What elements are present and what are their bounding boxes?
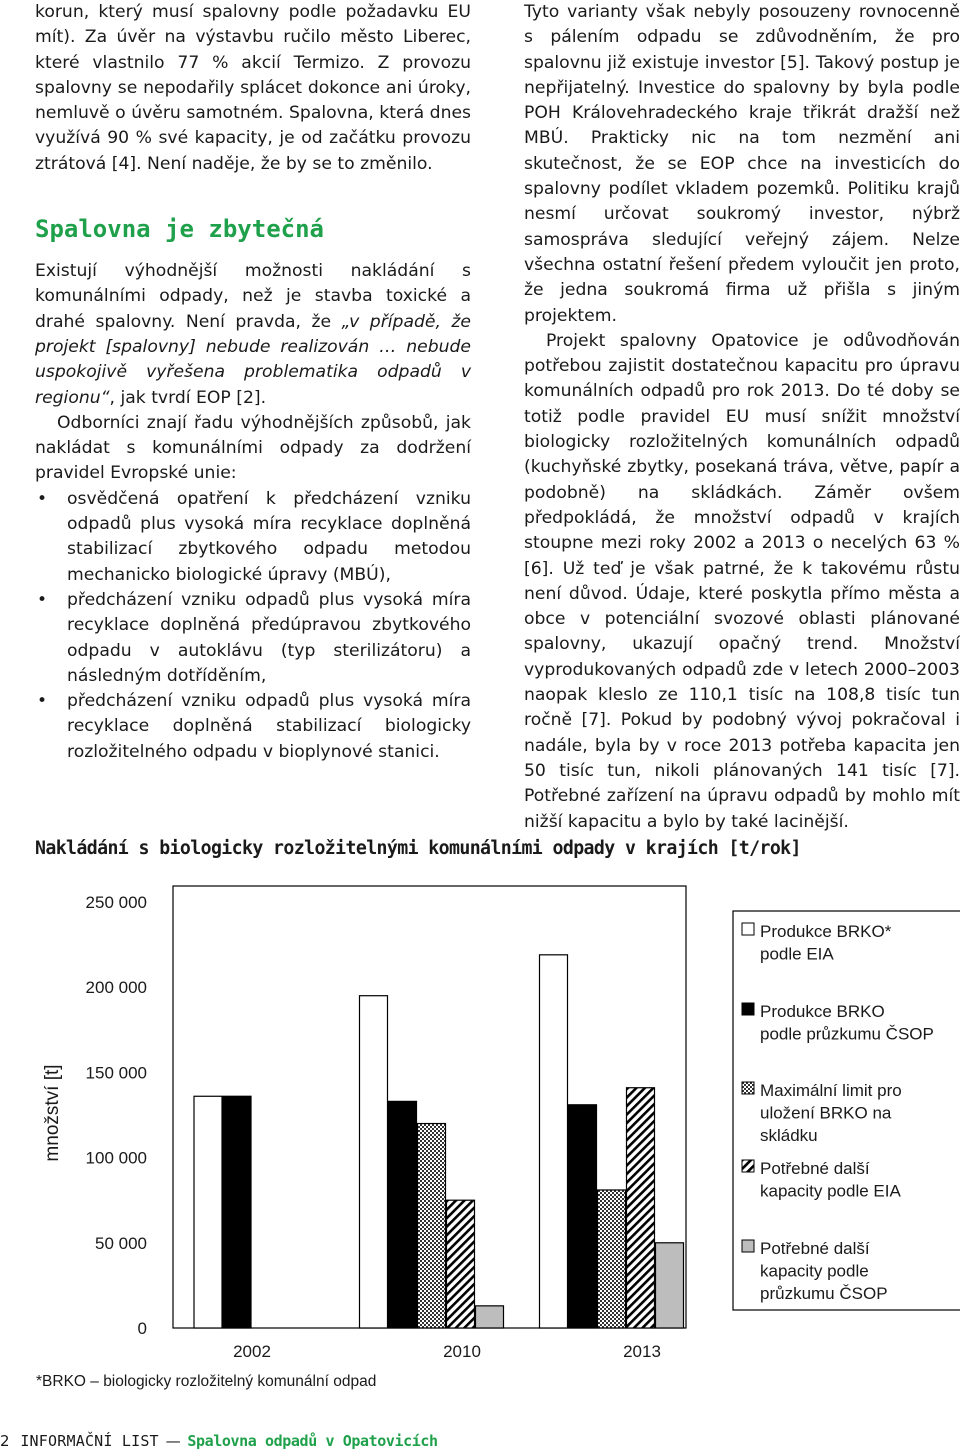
bar-chart [0, 860, 960, 1365]
legend-label: uložení BRKO na [760, 1103, 892, 1123]
bar-2010-dots [418, 1124, 446, 1328]
paragraph-text: Existují výhodnější možnosti nakládání s komunálními odpady, než je stavba toxické a drahé spalovny. Není pravda, že [35, 261, 471, 332]
paragraph-alternatives [35, 259, 471, 411]
legend-swatch [742, 1082, 754, 1094]
x-tick-label: 2002 [233, 1342, 271, 1361]
y-tick-label: 150 000 [85, 1063, 147, 1083]
legend-swatch [742, 1240, 754, 1252]
chart-title: Nakládání s biologicky rozložitelnými komunálními odpady v krajích [t/rok] [35, 838, 801, 859]
legend-swatch [742, 1003, 754, 1015]
y-tick-label: 200 000 [85, 978, 147, 998]
legend-label: průzkumu ČSOP [760, 1284, 888, 1303]
bullet-item: • osvědčená opatření k předcházení vzniku odpadů plus vysoká míra recyklace doplněná stabilizací zbytkového odpadu metodou mechanicko biologické úpravy (MBÚ), [35, 487, 471, 588]
legend-swatch [742, 1160, 754, 1172]
page-footer [0, 1432, 438, 1450]
bar-2010-black [389, 1101, 417, 1328]
bar-2013-white [540, 955, 568, 1328]
legend-label: Produkce BRKO [760, 1002, 885, 1021]
paragraph-variants: Tyto varianty však nebyly posouzeny rovnocenně s pálením odpadu se zdůvodněním, že pro spalovnu již existuje investor [5]. Takový postup je nepřijatelný. Investice do spalovny by byla podle POH Královehradeckého kraje třikrát dražší než MBÚ. Prakticky nic na tom nezmění ani skutečnost, že se EOP chce na investicích do spalovny podílet vkladem pozemků. Politiku krajů nesmí určovat soukromý investor, nýbrž samospráva sledující veřejný zájem. Nelze všechna ostatní řešení předem vyloučit jen proto, že jedna soukromá firma už přišla s jiným projektem. [524, 2, 960, 326]
y-tick-label: 250 000 [85, 893, 147, 912]
x-tick-label: 2013 [623, 1342, 661, 1361]
bullet-item: • předcházení vzniku odpadů plus vysoká míra recyklace doplněná stabilizací biologicky rozložitelného odpadu v bioplynové stanici. [35, 689, 471, 765]
bar-2013-gray [656, 1243, 684, 1328]
x-tick-label: 2010 [443, 1342, 481, 1361]
footer-section: INFORMAČNÍ LIST [20, 1432, 159, 1450]
bar-2013-dots [598, 1190, 626, 1328]
paragraph-text: , jak tvrdí EOP [2]. [109, 387, 267, 408]
legend-label: kapacity podle [760, 1261, 869, 1281]
legend-label: podle průzkumu ČSOP [760, 1024, 934, 1044]
intro-paragraph: korun, který musí spalovny podle požadavku EU mít). Za úvěr na výstavbu ručilo město Liberec, které vlastnilo 77 % akcií Termizo. Z provozu spalovny se nepodařily splácet dokonce ani úroky, nemluvě o úvěru samotném. Spalovna, která dnes využívá 90 % své kapacity, je od začátku provozu ztrátová [4]. Není naděje, že by se to změnilo. [35, 2, 471, 174]
bar-2013-black [569, 1105, 597, 1328]
left-column [35, 0, 471, 765]
bar-2010-white [360, 996, 388, 1328]
bullet-item: • předcházení vzniku odpadů plus vysoká míra recyklace doplněná předúpravou zbytkového odpadu v autoklávu (typ sterilizátoru) a následným dotříděním, [35, 588, 471, 689]
bullet-list [35, 487, 471, 765]
legend-label: skládku [760, 1126, 818, 1145]
legend-label: Produkce BRKO* [760, 922, 892, 941]
quote: „v případě, že projekt [spalovny] nebude realizován … nebude uspokojivě vyřešena problematika odpadů v regionu“ [35, 311, 471, 408]
y-tick-label: 100 000 [85, 1148, 147, 1168]
chart-footnote: *BRKO – biologicky rozložitelný komunální odpad [36, 1373, 377, 1390]
legend-swatch [742, 923, 754, 935]
paragraph-experts: Odborníci znají řadu výhodnějších způsobů, jak nakládat s komunálními odpady za dodržení pravidel Evropské unie: [35, 412, 471, 484]
bar-2002-black [223, 1096, 251, 1328]
bar-2010-gray [476, 1306, 504, 1328]
legend-label: podle EIA [760, 944, 834, 964]
right-column [524, 0, 960, 835]
y-tick-label: 50 000 [95, 1233, 147, 1253]
section-heading: Spalovna je zbytečná [35, 215, 324, 244]
legend-label: kapacity podle EIA [760, 1181, 901, 1201]
bar-2002-white [194, 1096, 222, 1328]
legend-label: Potřebné další [760, 1159, 870, 1178]
page-number: 2 [0, 1432, 10, 1450]
footer-dash: — [165, 1432, 181, 1450]
legend-label: Potřebné další [760, 1239, 870, 1258]
bar-2010-hatch [447, 1200, 475, 1328]
y-axis-label: množství [t] [42, 1064, 63, 1162]
footer-title: Spalovna odpadů v Opatovicích [187, 1432, 438, 1450]
paragraph-project: Projekt spalovny Opatovice je odůvodňován potřebou zajistit dostatečnou kapacitu pro úpravu komunálních odpadů pro rok 2013. Do té doby se totiž podle pravidel EU musí snížit množství biologicky rozložitelných komunálních odpadů (kuchyňské zbytky, posekaná tráva, větve, papír a podobně) na skládkách. Záměr ovšem předpokládá, že množství odpadů v krajích stoupne mezi roky 2002 a 2013 o necelých 63 % [6]. Už teď je však patrné, že k takovému růstu není důvod. Údaje, které poskytla přímo města a obce v potenciální svozové oblasti plánované spalovny, ukazují opačný trend. Množství vyprodukovaných odpadů zde v letech 2000–2003 naopak kleslo ze 110,1 tisíc na 108,8 tisíc tun ročně [7]. Pokud by podobný vývoj pokračoval i nadále, byla by v roce 2013 potřeba kapacita jen 50 tisíc tun, nikoli plánovaných 141 tisíc [7]. Potřebné zařízení na úpravu odpadů by mohlo mít nižší kapacitu a bylo by také lacinější. [524, 330, 960, 832]
y-tick-label: 0 [137, 1319, 147, 1338]
legend-label: Maximální limit pro [760, 1081, 902, 1100]
bar-2013-hatch [627, 1088, 655, 1328]
